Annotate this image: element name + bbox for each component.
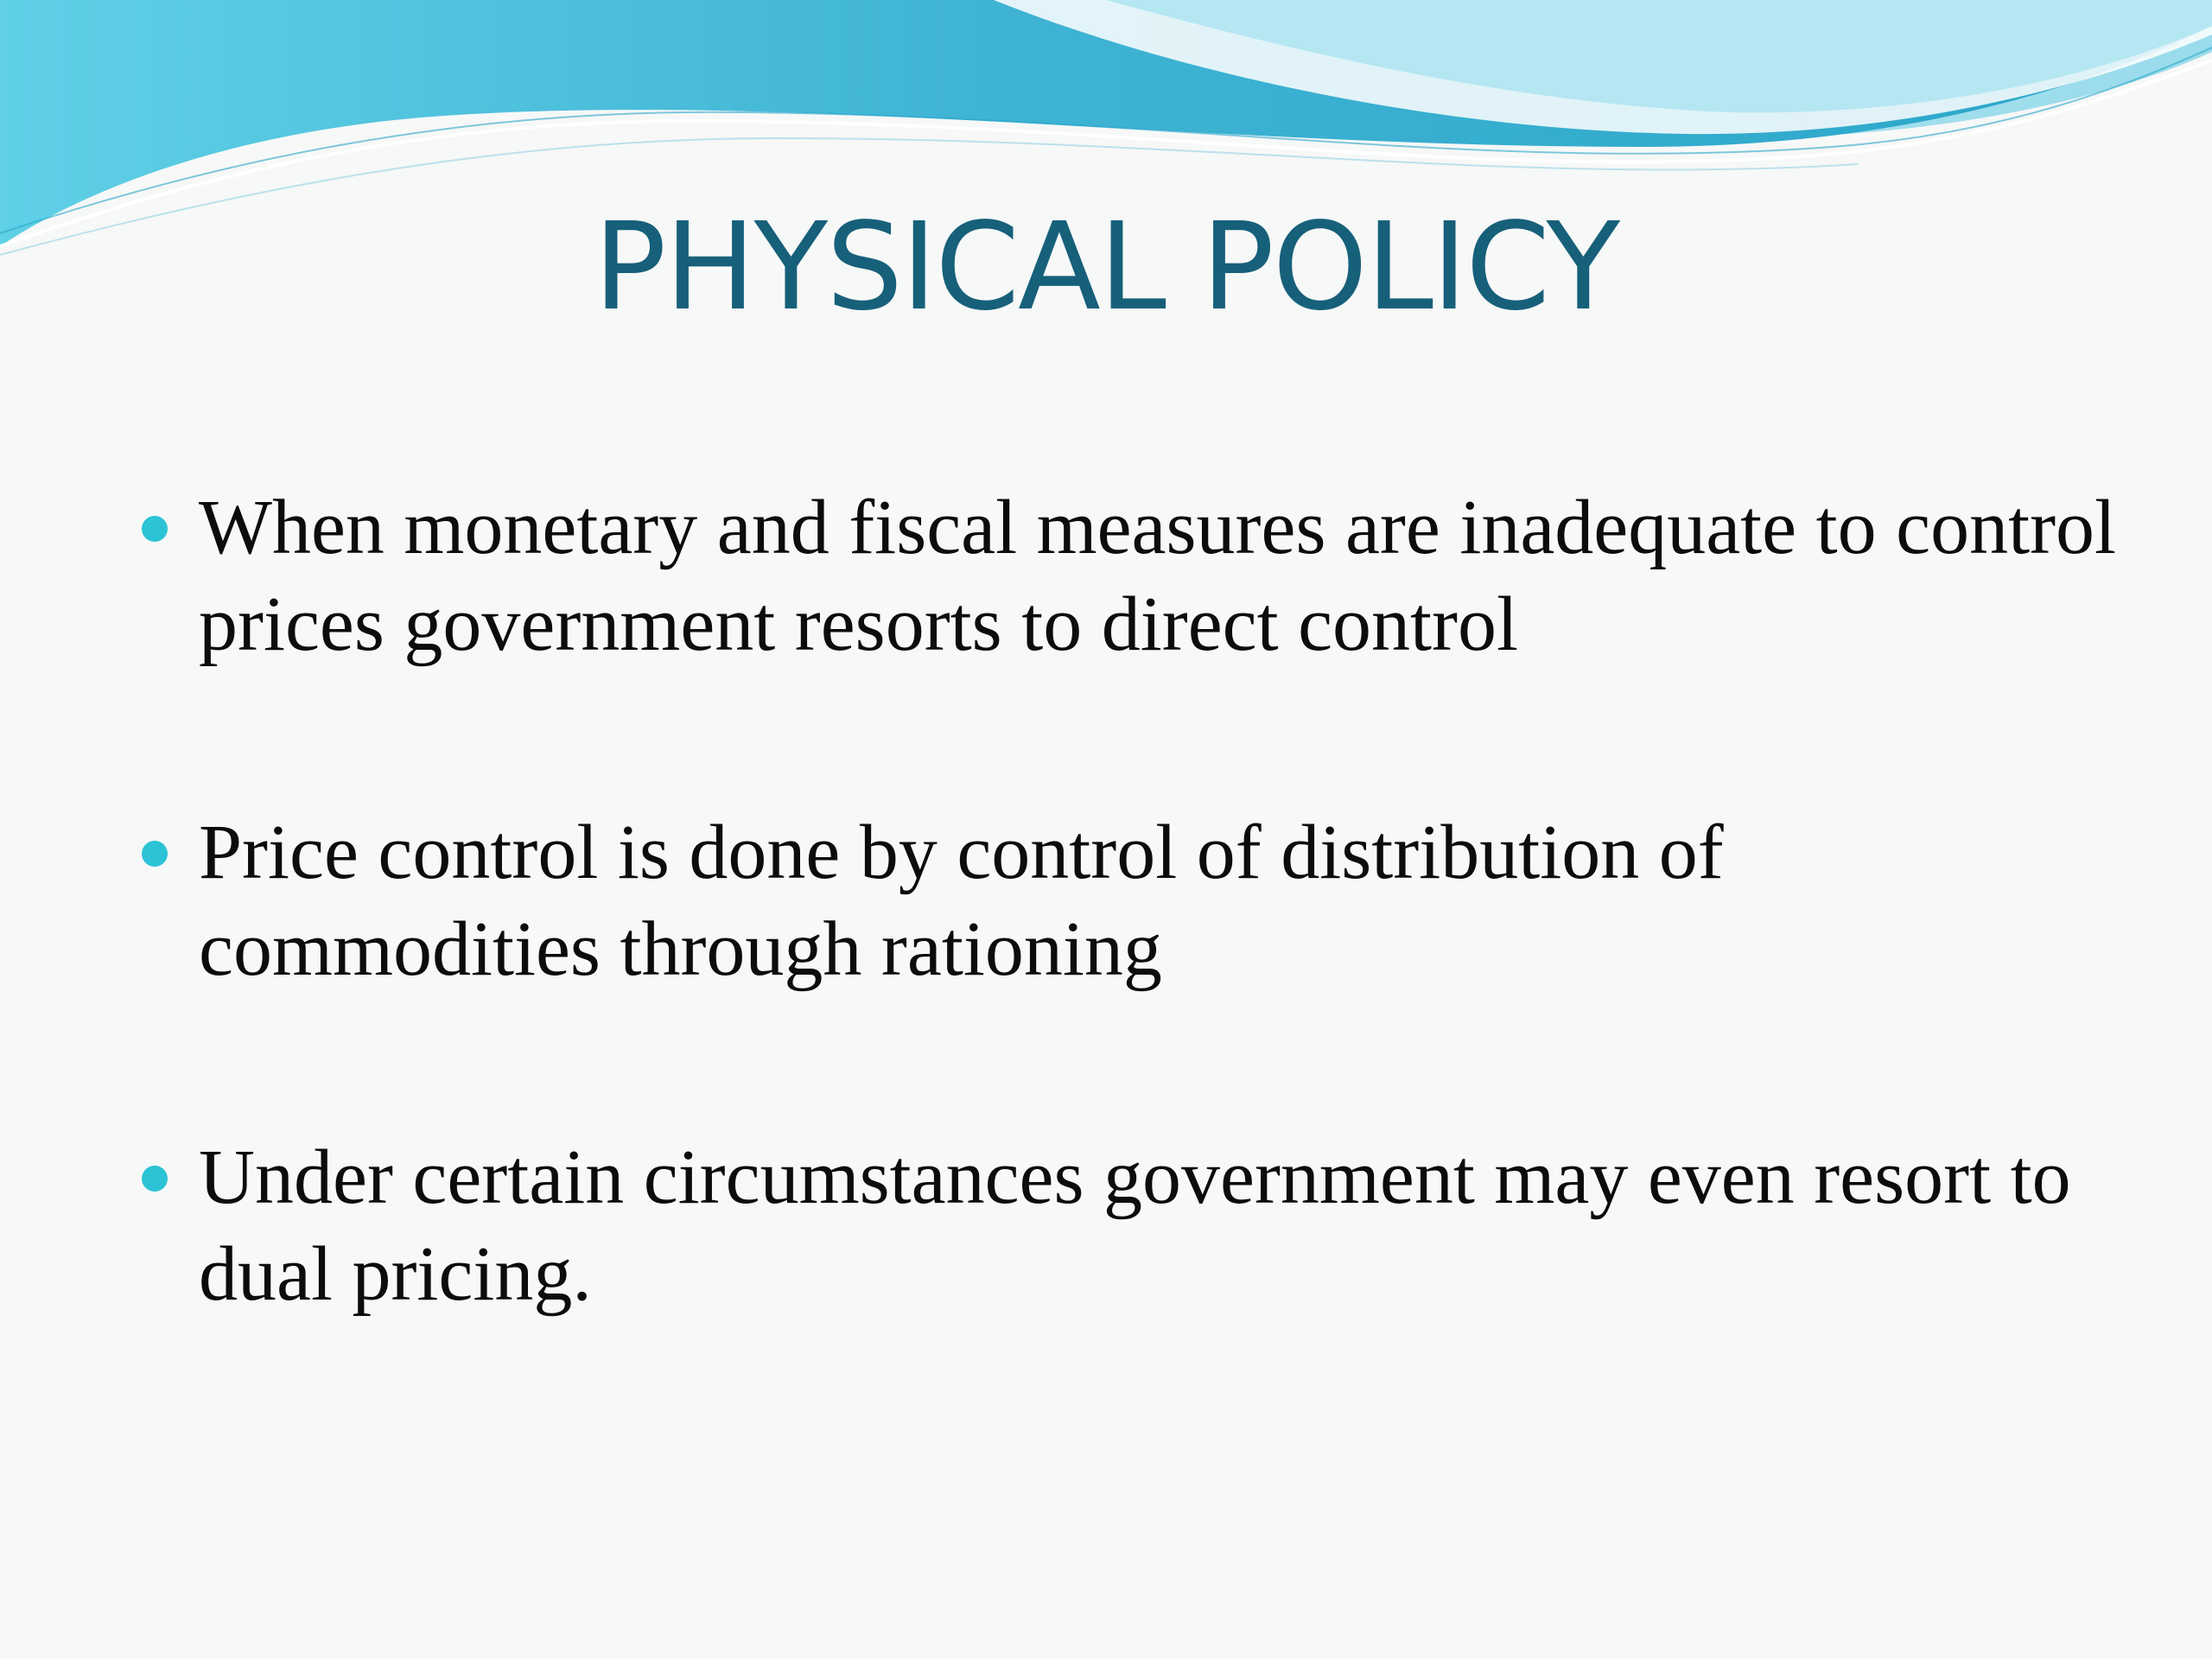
bullet-dot-icon bbox=[142, 841, 168, 867]
bullet-item bbox=[138, 804, 2126, 998]
bullet-text: Under certain circumstances government may even resort to dual pricing. bbox=[199, 1135, 2071, 1317]
bullet-item bbox=[138, 480, 2126, 673]
bullet-item bbox=[138, 1129, 2126, 1323]
bullet-text: When monetary and fiscal measures are inadequate to control prices government resorts to direct control bbox=[199, 485, 2117, 667]
slide-title: PHYSICAL POLICY bbox=[593, 197, 1619, 338]
bullet-list bbox=[138, 480, 2126, 1454]
bullet-dot-icon bbox=[142, 1166, 168, 1192]
bullet-dot-icon bbox=[142, 516, 168, 542]
bullet-text: Price control is done by control of distribution of commodities through rationing bbox=[199, 810, 1724, 992]
